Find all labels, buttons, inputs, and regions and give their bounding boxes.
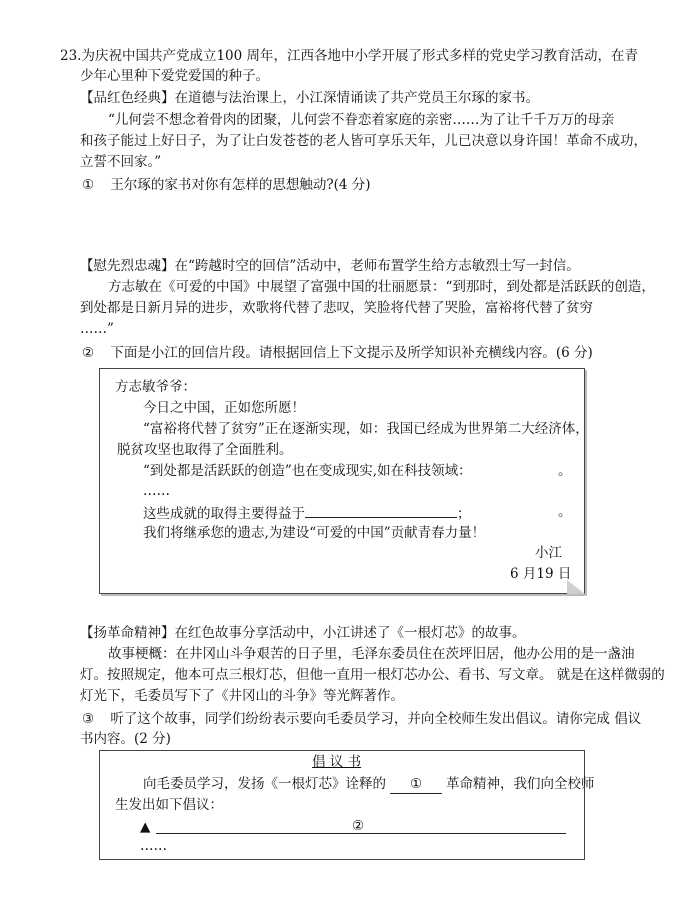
letter-line6 xyxy=(143,503,471,523)
letter-salutation: 方志敏爷爷： xyxy=(115,379,196,395)
letter-line6-text: 这些成就的取得主要得益于 xyxy=(143,506,305,522)
letter-folded-corner xyxy=(567,580,585,594)
proposal-line1-text: 向毛委员学习，发扬《一根灯芯》诠释的 xyxy=(143,776,386,792)
section1-quote-line2: 和孩子能过上好日子，为了让白发苍苍的老人皆可享乐天年，儿已决意以身许国！革命不成功， xyxy=(80,133,647,149)
section2-para-line2: 到处都是日新月异的进步，欢歌将代替了悲叹，笑脸将代替了哭脸，富裕将代替了贫穷 xyxy=(80,300,593,316)
letter-line6-semicolon: ； xyxy=(457,506,471,522)
letter-line3: 脱贫攻坚也取得了全面胜利。 xyxy=(117,442,293,458)
proposal-blank1[interactable]: ① xyxy=(390,775,442,794)
section1-quote-line1: “儿何尝不想念着骨肉的团聚，儿何尝不眷恋着家庭的亲密……为了让千千万万的母亲 xyxy=(108,112,615,128)
letter-line1: 今日之中国，正如您所愿！ xyxy=(143,400,305,416)
question2 xyxy=(82,344,593,362)
letter-signature: 小江 xyxy=(535,545,562,561)
question1-text: 王尔琢的家书对你有怎样的思想触动?(4 分) xyxy=(110,177,371,193)
section1-quote-line3: 立誓不回家。” xyxy=(80,154,162,170)
question3 xyxy=(82,710,641,728)
question2-number: ② xyxy=(82,345,95,361)
letter-blank-reason[interactable] xyxy=(305,503,457,518)
proposal-ellipsis: …… xyxy=(140,838,167,854)
section1-heading: 【品红色经典】在道德与法治课上，小江深情诵读了共产党员王尔琢的家书。 xyxy=(80,90,539,106)
question1 xyxy=(82,176,371,194)
letter-line6-period: 。 xyxy=(558,504,572,520)
question-intro-line1: 23.为庆祝中国共产党成立100 周年，江西各地中小学开展了形式多样的党史学习教育活动，在青 xyxy=(60,48,639,64)
section2-para-line3: ……” xyxy=(80,321,114,337)
proposal-line1-post: 革命精神，我们向全校师 xyxy=(446,776,595,792)
proposal-title: 倡 议 书 xyxy=(312,754,362,770)
letter-line7: 我们将继承您的遗志,为建设“可爱的中国”贡献青春力量！ xyxy=(143,525,486,541)
proposal-line2: 生发出如下倡议： xyxy=(115,797,223,813)
proposal-line1 xyxy=(143,775,595,794)
proposal-box xyxy=(99,750,595,860)
section3-heading: 【扬革命精神】在红色故事分享活动中，小江讲述了《一根灯芯》的故事。 xyxy=(80,625,526,641)
letter-ellipsis: …… xyxy=(143,483,170,499)
question3-text-line1: 听了这个故事，同学们纷纷表示要向毛委员学习，并向全校师生发出倡议。请你完成 倡议 xyxy=(110,711,642,727)
question1-number: ① xyxy=(82,177,95,193)
letter-date: 6 月19 日 xyxy=(510,566,572,582)
letter-line4-period: 。 xyxy=(558,463,572,479)
letter-line4: “到处都是活跃跃的创造”也在变成现实,如在科技领域： xyxy=(143,463,472,479)
question3-text-line2: 书内容。(2 分) xyxy=(80,731,171,747)
question-intro-line2: 少年心里种下爱党爱国的种子。 xyxy=(80,68,269,84)
section2-heading: 【慰先烈忠魂】在“跨越时空的回信”活动中，老师布置学生给方志敏烈士写一封信。 xyxy=(80,258,580,274)
letter-line2: “富裕将代替了贫穷”正在逐渐实现，如：我国已经成为世界第二大经济体， xyxy=(143,421,589,437)
proposal-bullet: ▲ xyxy=(140,819,151,835)
proposal-blank2-marker: ② xyxy=(352,818,365,834)
question2-text: 下面是小江的回信片段。请根据回信上下文提示及所学知识补充横线内容。(6 分) xyxy=(110,345,593,361)
section3-para-line3: 灯光下，毛委员写下了《井冈山的斗争》等光辉著作。 xyxy=(80,688,404,704)
answer-area-1[interactable] xyxy=(80,198,620,250)
reply-letter-box xyxy=(99,368,589,594)
question3-number: ③ xyxy=(82,711,95,727)
section3-para-line2: 灯。按照规定，他本可点三根灯芯，但他一直用一根灯芯办公、看书、写文章。 就是在这样微弱的 xyxy=(80,667,665,683)
section3-para-line1: 故事梗概：在井冈山斗争艰苦的日子里，毛泽东委员住在茨坪旧居，他办公用的是一盏油 xyxy=(108,646,635,662)
section2-para-line1: 方志敏在《可爱的中国》中展望了富强中国的壮丽愿景：“到那时，到处都是活跃跃的创造， xyxy=(108,279,655,295)
